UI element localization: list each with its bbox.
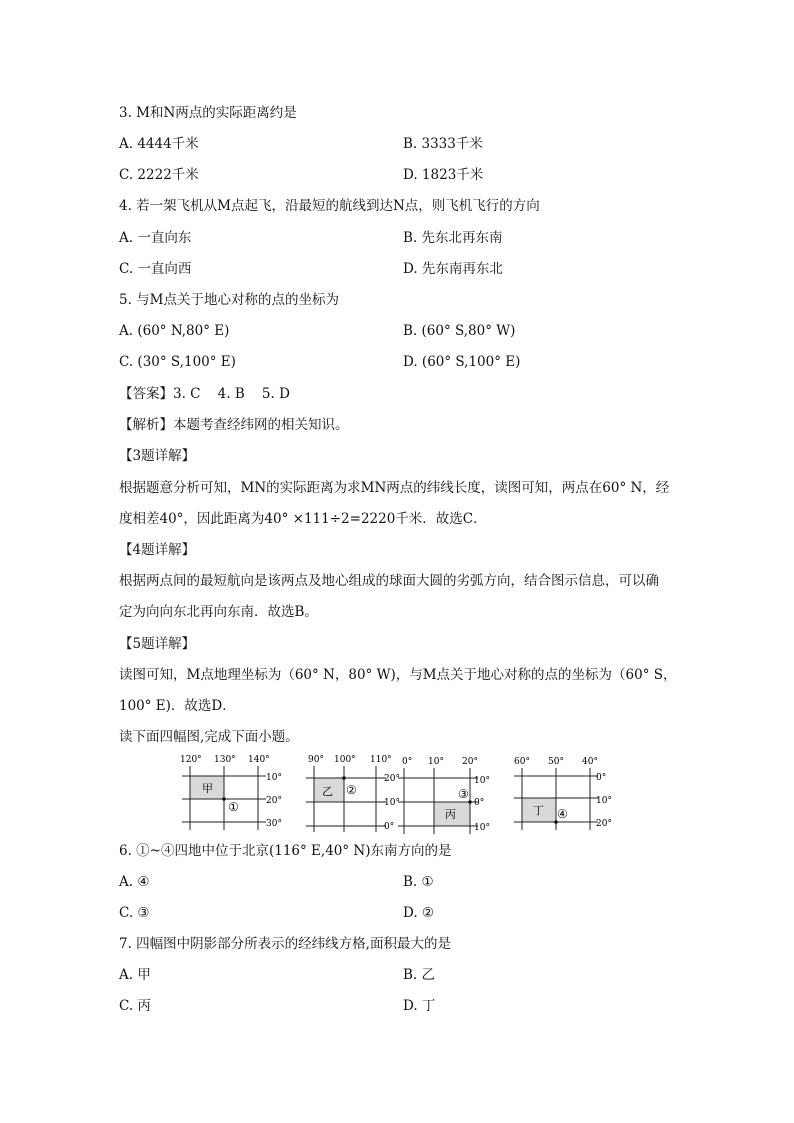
q6-option-c: C. ③ xyxy=(119,905,150,921)
map3-cell-label: 丙 xyxy=(445,808,456,821)
q6-stem: 6. ①~④四地中位于北京(116° E,40° N)东南方向的是 xyxy=(119,843,452,859)
map4-point-label: ④ xyxy=(557,807,568,821)
answer-line: 【答案】3. C 4. B 5. D xyxy=(119,386,290,402)
map1-top-label-1: 120° xyxy=(180,755,202,765)
q7-option-d: D. 丁 xyxy=(403,998,436,1014)
q5-option-b: B. (60° S,80° W) xyxy=(403,323,516,339)
map3-top-label-1: 0° xyxy=(402,757,413,767)
q3-option-d: D. 1823千米 xyxy=(403,167,484,183)
q7-option-b: B. 乙 xyxy=(403,967,436,983)
map1-top-label-3: 140° xyxy=(248,755,270,765)
analysis-line: 【解析】本题考查经纬网的相关知识。 xyxy=(119,417,349,433)
q7-stem: 7. 四幅图中阴影部分所表示的经纬线方格,面积最大的是 xyxy=(119,936,451,952)
map3-top-label-2: 10° xyxy=(428,757,444,767)
q3-option-a: A. 4444千米 xyxy=(119,136,199,152)
q4-stem: 4. 若一架飞机从M点起飞，沿最短的航线到达N点，则飞机飞行的方向 xyxy=(119,198,540,214)
map2-right-label-2: 10° xyxy=(384,798,400,808)
map2-point-dot xyxy=(342,776,346,780)
map4-right-label-2: 10° xyxy=(596,796,612,806)
map2-top-label-3: 110° xyxy=(370,755,392,765)
map3-top-label-3: 20° xyxy=(462,757,478,767)
q4-option-b: B. 先东北再东南 xyxy=(403,230,503,246)
map3-right-label-3: 10° xyxy=(474,823,490,833)
map1-cell-label: 甲 xyxy=(202,782,213,795)
map1-point-dot xyxy=(222,797,226,801)
map4-top-label-1: 60° xyxy=(514,757,530,767)
map2-right-label-1: 20° xyxy=(384,774,400,784)
grid-map-3 xyxy=(398,757,490,834)
q4-option-a: A. 一直向东 xyxy=(119,230,192,246)
map1-point-label: ① xyxy=(228,800,239,814)
map2-cell-label: 乙 xyxy=(322,785,333,798)
map1-right-label-1: 10° xyxy=(266,773,282,783)
q3-option-c: C. 2222千米 xyxy=(119,167,199,183)
map1-right-label-2: 20° xyxy=(266,796,282,806)
detail-4-line-2: 定为向向东北再向东南．故选B。 xyxy=(119,604,318,620)
q3-option-b: B. 3333千米 xyxy=(403,136,483,152)
q7-option-c: C. 丙 xyxy=(119,998,151,1014)
detail-5-line-1: 读图可知，M点地理坐标为（60° N，80° W)，与M点关于地心对称的点的坐标为（60° S， xyxy=(119,667,677,683)
map4-right-label-3: 20° xyxy=(596,819,612,829)
detail-3-heading: 【3题详解】 xyxy=(119,448,196,464)
q4-option-d: D. 先东南再东北 xyxy=(403,261,503,277)
map3-right-label-1: 10° xyxy=(474,776,490,786)
q7-option-a: A. 甲 xyxy=(119,967,151,983)
map2-right-label-3: 0° xyxy=(384,822,395,832)
map4-top-label-2: 50° xyxy=(548,757,564,767)
detail-5-heading: 【5题详解】 xyxy=(119,636,196,652)
map1-top-label-2: 130° xyxy=(214,755,236,765)
map2-top-label-2: 100° xyxy=(334,755,356,765)
map3-right-label-2: 0° xyxy=(474,798,485,808)
q4-option-c: C. 一直向西 xyxy=(119,261,192,277)
map4-cell-label: 丁 xyxy=(533,804,544,817)
map4-right-label-1: 0° xyxy=(596,773,607,783)
map2-point-label: ② xyxy=(346,783,357,797)
q5-stem: 5. 与M点关于地心对称的点的坐标为 xyxy=(119,292,339,308)
intro-line: 读下面四幅图,完成下面小题。 xyxy=(119,729,299,745)
q6-option-d: D. ② xyxy=(403,905,435,921)
detail-3-line-2: 度相差40°，因此距离为40° ×111÷2=2220千米．故选C． xyxy=(119,511,487,527)
detail-3-line-1: 根据题意分析可知，MN的实际距离为求MN两点的纬线长度，读图可知，两点在60° N，经 xyxy=(119,480,670,496)
detail-5-line-2: 100° E)．故选D． xyxy=(119,698,236,714)
grid-map-2 xyxy=(306,755,400,832)
q5-option-c: C. (30° S,100° E) xyxy=(119,354,236,370)
map4-top-label-3: 40° xyxy=(582,757,598,767)
grid-map-4 xyxy=(514,757,612,830)
map3-point-label: ③ xyxy=(458,787,469,801)
grid-maps-figure xyxy=(176,750,636,836)
q3-stem: 3. M和N两点的实际距离约是 xyxy=(119,105,297,121)
grid-map-1 xyxy=(180,755,282,830)
detail-4-heading: 【4题详解】 xyxy=(119,542,196,558)
detail-4-line-1: 根据两点间的最短航向是该两点及地心组成的球面大圆的劣弧方向，结合图示信息，可以确 xyxy=(119,573,659,589)
q6-option-b: B. ① xyxy=(403,874,434,890)
q5-option-a: A. (60° N,80° E) xyxy=(119,323,230,339)
q6-option-a: A. ④ xyxy=(119,874,150,890)
q5-option-d: D. (60° S,100° E) xyxy=(403,354,521,370)
map1-right-label-3: 30° xyxy=(266,819,282,829)
map2-top-label-1: 90° xyxy=(308,755,324,765)
